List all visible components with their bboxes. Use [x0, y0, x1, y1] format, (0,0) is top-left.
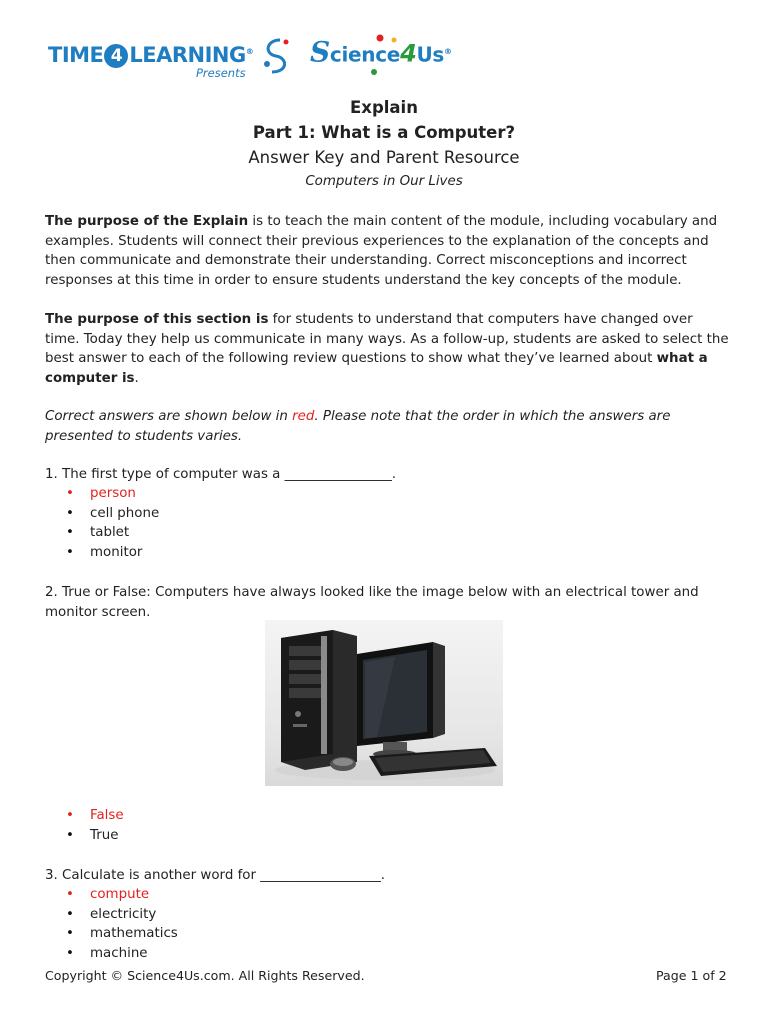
header-logos [48, 30, 452, 80]
explain-purpose-paragraph [45, 212, 729, 290]
question-3-option: • machine [62, 944, 178, 964]
time4learning-logo: TIME 4 LEARNING® [48, 43, 254, 67]
question-1-options [62, 484, 159, 562]
question-2-option: • True [62, 826, 124, 846]
desktop-computer-image [265, 620, 503, 786]
presents-label: Presents [196, 66, 246, 80]
footer-copyright: Copyright © Science4Us.com. All Rights Reserved. [45, 968, 365, 983]
desktop-computer-icon [265, 620, 503, 786]
question-2-options [62, 806, 124, 845]
question-2-option-correct: • False [62, 806, 124, 826]
explain-purpose-body: is to teach the main content of the module, including vocabulary and examples. Students will connect their previous experiences to the explanation of the concepts and then communicate and demonstrate their understanding. Correct misconceptions and incorrect responses at this time in order to ensure students understand the key concepts of the module. [45, 214, 718, 288]
subtitle: Answer Key and Parent Resource [248, 148, 520, 167]
question-1-option-correct: • person [62, 484, 159, 504]
section-purpose-lead: The purpose of this section is [45, 312, 269, 327]
answer-note [45, 407, 729, 446]
answer-note-red-word: red [292, 409, 315, 424]
question-1: 1. The first type of computer was a ________________. [45, 467, 397, 482]
question-3-option: • mathematics [62, 924, 178, 944]
section-purpose-end: . [134, 370, 139, 386]
answer-note-start: Correct answers are shown below in [45, 409, 293, 424]
footer-page-number: Page 1 of 2 [656, 968, 727, 983]
question-3-option: • electricity [62, 905, 178, 925]
section-title: Explain [350, 98, 418, 117]
explain-purpose-lead: The purpose of the Explain [45, 214, 249, 229]
section-purpose-paragraph [45, 310, 729, 388]
section-purpose-body: for students to understand that computers have changed over time. Today they help us communicate in many ways. As a follow-up, students are asked to select the best answer to each of the following review questions to show what they’ve learned about [45, 312, 729, 366]
question-1-option: • cell phone [62, 504, 159, 524]
section-purpose-emphasis: what a computer is [45, 351, 708, 386]
science4us-logo: Science4Us® [310, 35, 452, 69]
question-1-option: • monitor [62, 543, 159, 563]
question-3-option-correct: • compute [62, 885, 178, 905]
question-2: 2. True or False: Computers have always looked like the image below with an electrical tower and monitor screen. [45, 585, 699, 620]
question-3-options [62, 885, 178, 963]
module-name: Computers in Our Lives [305, 174, 463, 189]
question-1-option: • tablet [62, 523, 159, 543]
answer-note-end: . Please note that the order in which the answers are presented to students varies. [45, 409, 671, 444]
part-title: Part 1: What is a Computer? [252, 123, 516, 142]
question-3: 3. Calculate is another word for __________________. [45, 868, 386, 883]
